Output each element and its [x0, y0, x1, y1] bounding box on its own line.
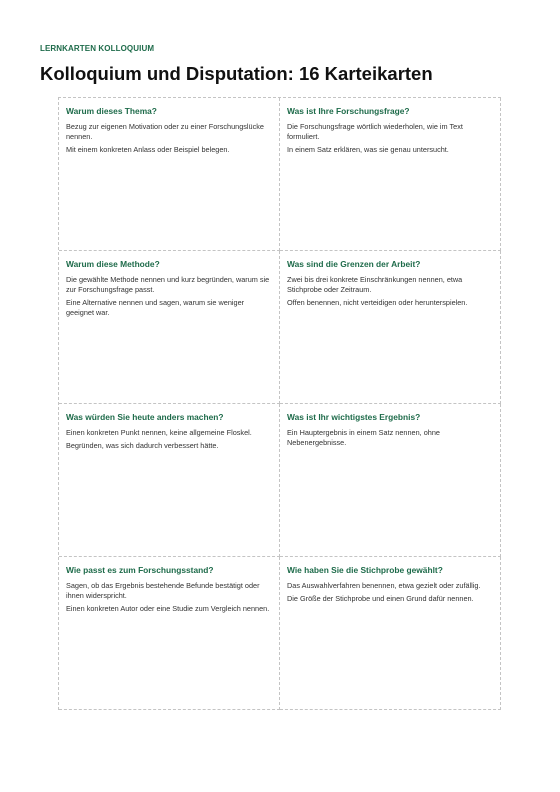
- flashcard-question: Was ist Ihre Forschungsfrage?: [287, 106, 410, 116]
- flashcard-question: Was sind die Grenzen der Arbeit?: [287, 259, 421, 269]
- flashcard-answer-line: Einen konkreten Punkt nennen, keine allgemeine Floskel.: [66, 428, 252, 437]
- document-eyebrow: LERNKARTEN KOLLOQUIUM: [40, 44, 155, 53]
- flashcard: [59, 251, 280, 404]
- flashcard-answer-line: Bezug zur eigenen Motivation oder zu einer Forschungslücke nennen.: [66, 122, 264, 141]
- flashcard-answer-line: Zwei bis drei konkrete Einschränkungen nennen, etwa Stichprobe oder Zeitraum.: [287, 275, 463, 294]
- flashcard-answer-line: Einen konkreten Autor oder eine Studie zum Vergleich nennen.: [66, 604, 270, 613]
- flashcard: [280, 404, 501, 557]
- flashcard-answer-line: Eine Alternative nennen und sagen, warum sie weniger geeignet war.: [66, 298, 245, 317]
- flashcard-answer-line: Offen benennen, nicht verteidigen oder herunterspielen.: [287, 298, 468, 307]
- page-title: Kolloquium und Disputation: 16 Karteikarten: [40, 63, 433, 84]
- flashcard-question: Warum diese Methode?: [66, 259, 160, 269]
- flashcard-answer-line: Mit einem konkreten Anlass oder Beispiel belegen.: [66, 145, 230, 154]
- flashcard-question: Wie passt es zum Forschungsstand?: [66, 565, 214, 575]
- flashcard: [280, 251, 501, 404]
- flashcard-answer-line: Die gewählte Methode nennen und kurz begründen, warum sie zur Forschungsfrage passt.: [66, 275, 270, 294]
- flashcard-answer-line: Das Auswahlverfahren benennen, etwa gezielt oder zufällig.: [287, 581, 481, 590]
- flashcard-answer-line: Die Größe der Stichprobe und einen Grund dafür nennen.: [287, 594, 474, 603]
- flashcard-answer-line: Sagen, ob das Ergebnis bestehende Befunde bestätigt oder ihnen widerspricht.: [66, 581, 260, 600]
- flashcard-question: Wie haben Sie die Stichprobe gewählt?: [287, 565, 443, 575]
- flashcard-question: Was würden Sie heute anders machen?: [66, 412, 224, 422]
- flashcard-answer-line: Begründen, was sich dadurch verbessert hätte.: [66, 441, 219, 450]
- flashcard: [59, 404, 280, 557]
- flashcard-answer-line: Die Forschungsfrage wörtlich wiederholen, wie im Text formuliert.: [287, 122, 463, 141]
- flashcard: [280, 557, 501, 710]
- flashcard-answer-line: In einem Satz erklären, was sie genau untersucht.: [287, 145, 449, 154]
- flashcard-question: Was ist Ihr wichtigstes Ergebnis?: [287, 412, 421, 422]
- flashcard: [59, 98, 280, 251]
- flashcard-grid: [58, 97, 501, 710]
- flashcard-answer-line: Ein Hauptergebnis in einem Satz nennen, ohne Nebenergebnisse.: [287, 428, 440, 447]
- flashcard-question: Warum dieses Thema?: [66, 106, 157, 116]
- flashcard: [280, 98, 501, 251]
- flashcard: [59, 557, 280, 710]
